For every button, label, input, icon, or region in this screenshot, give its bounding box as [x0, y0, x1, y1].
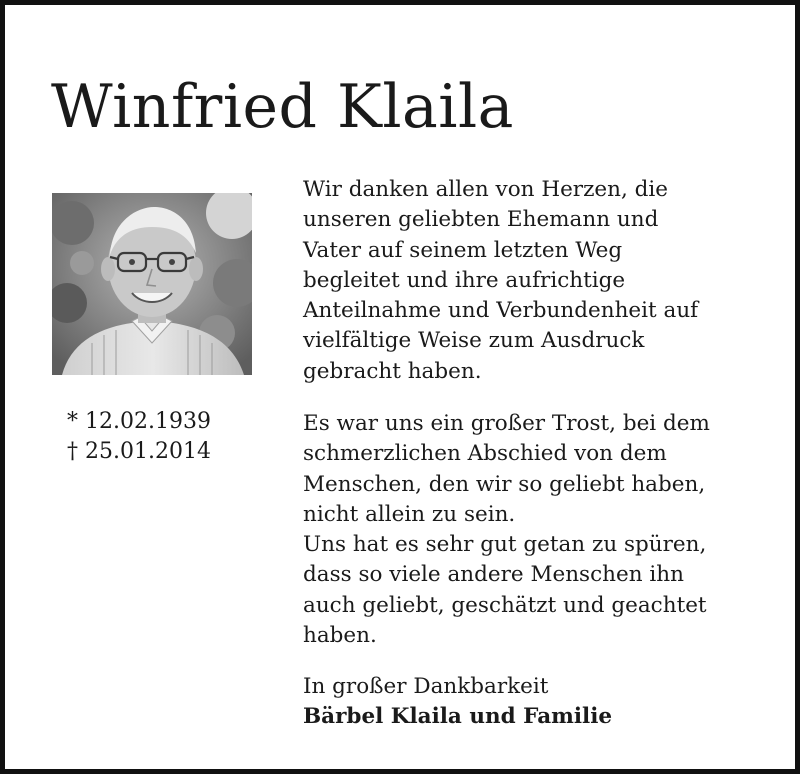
- deceased-name: Winfried Klaila: [51, 72, 514, 142]
- text-line: vielfältige Weise zum Ausdruck: [303, 328, 645, 354]
- text-line: gebracht haben.: [303, 358, 482, 384]
- text-line: nicht allein zu sein.: [303, 501, 516, 527]
- portrait-photo: [52, 193, 252, 375]
- closing-block: [303, 672, 612, 733]
- text-line: haben.: [303, 623, 377, 649]
- text-line: schmerzlichen Abschied von dem: [303, 441, 667, 467]
- death-date: † 25.01.2014: [67, 439, 211, 464]
- life-dates: [67, 407, 211, 467]
- text-line: dass so viele andere Menschen ihn: [303, 562, 684, 588]
- comfort-paragraph: [303, 409, 710, 651]
- thanks-paragraph: [303, 175, 698, 387]
- signature: Bärbel Klaila und Familie: [303, 704, 613, 730]
- text-line: Anteilnahme und Verbundenheit auf: [303, 298, 699, 324]
- text-line: Vater auf seinem letzten Weg: [303, 237, 623, 263]
- text-line: Wir danken allen von Herzen, die: [303, 177, 668, 202]
- text-line: unseren geliebten Ehemann und: [303, 207, 659, 233]
- text-line: auch geliebt, geschätzt und geachtet: [303, 592, 707, 618]
- text-line: Uns hat es sehr gut getan zu spüren,: [303, 532, 707, 558]
- text-line: begleitet und ihre aufrichtige: [303, 267, 626, 293]
- text-line: Es war uns ein großer Trost, bei dem: [303, 411, 710, 436]
- birth-date: * 12.02.1939: [67, 409, 211, 434]
- text-line: Menschen, den wir so geliebt haben,: [303, 471, 706, 497]
- closing-line: In großer Dankbarkeit: [303, 674, 549, 699]
